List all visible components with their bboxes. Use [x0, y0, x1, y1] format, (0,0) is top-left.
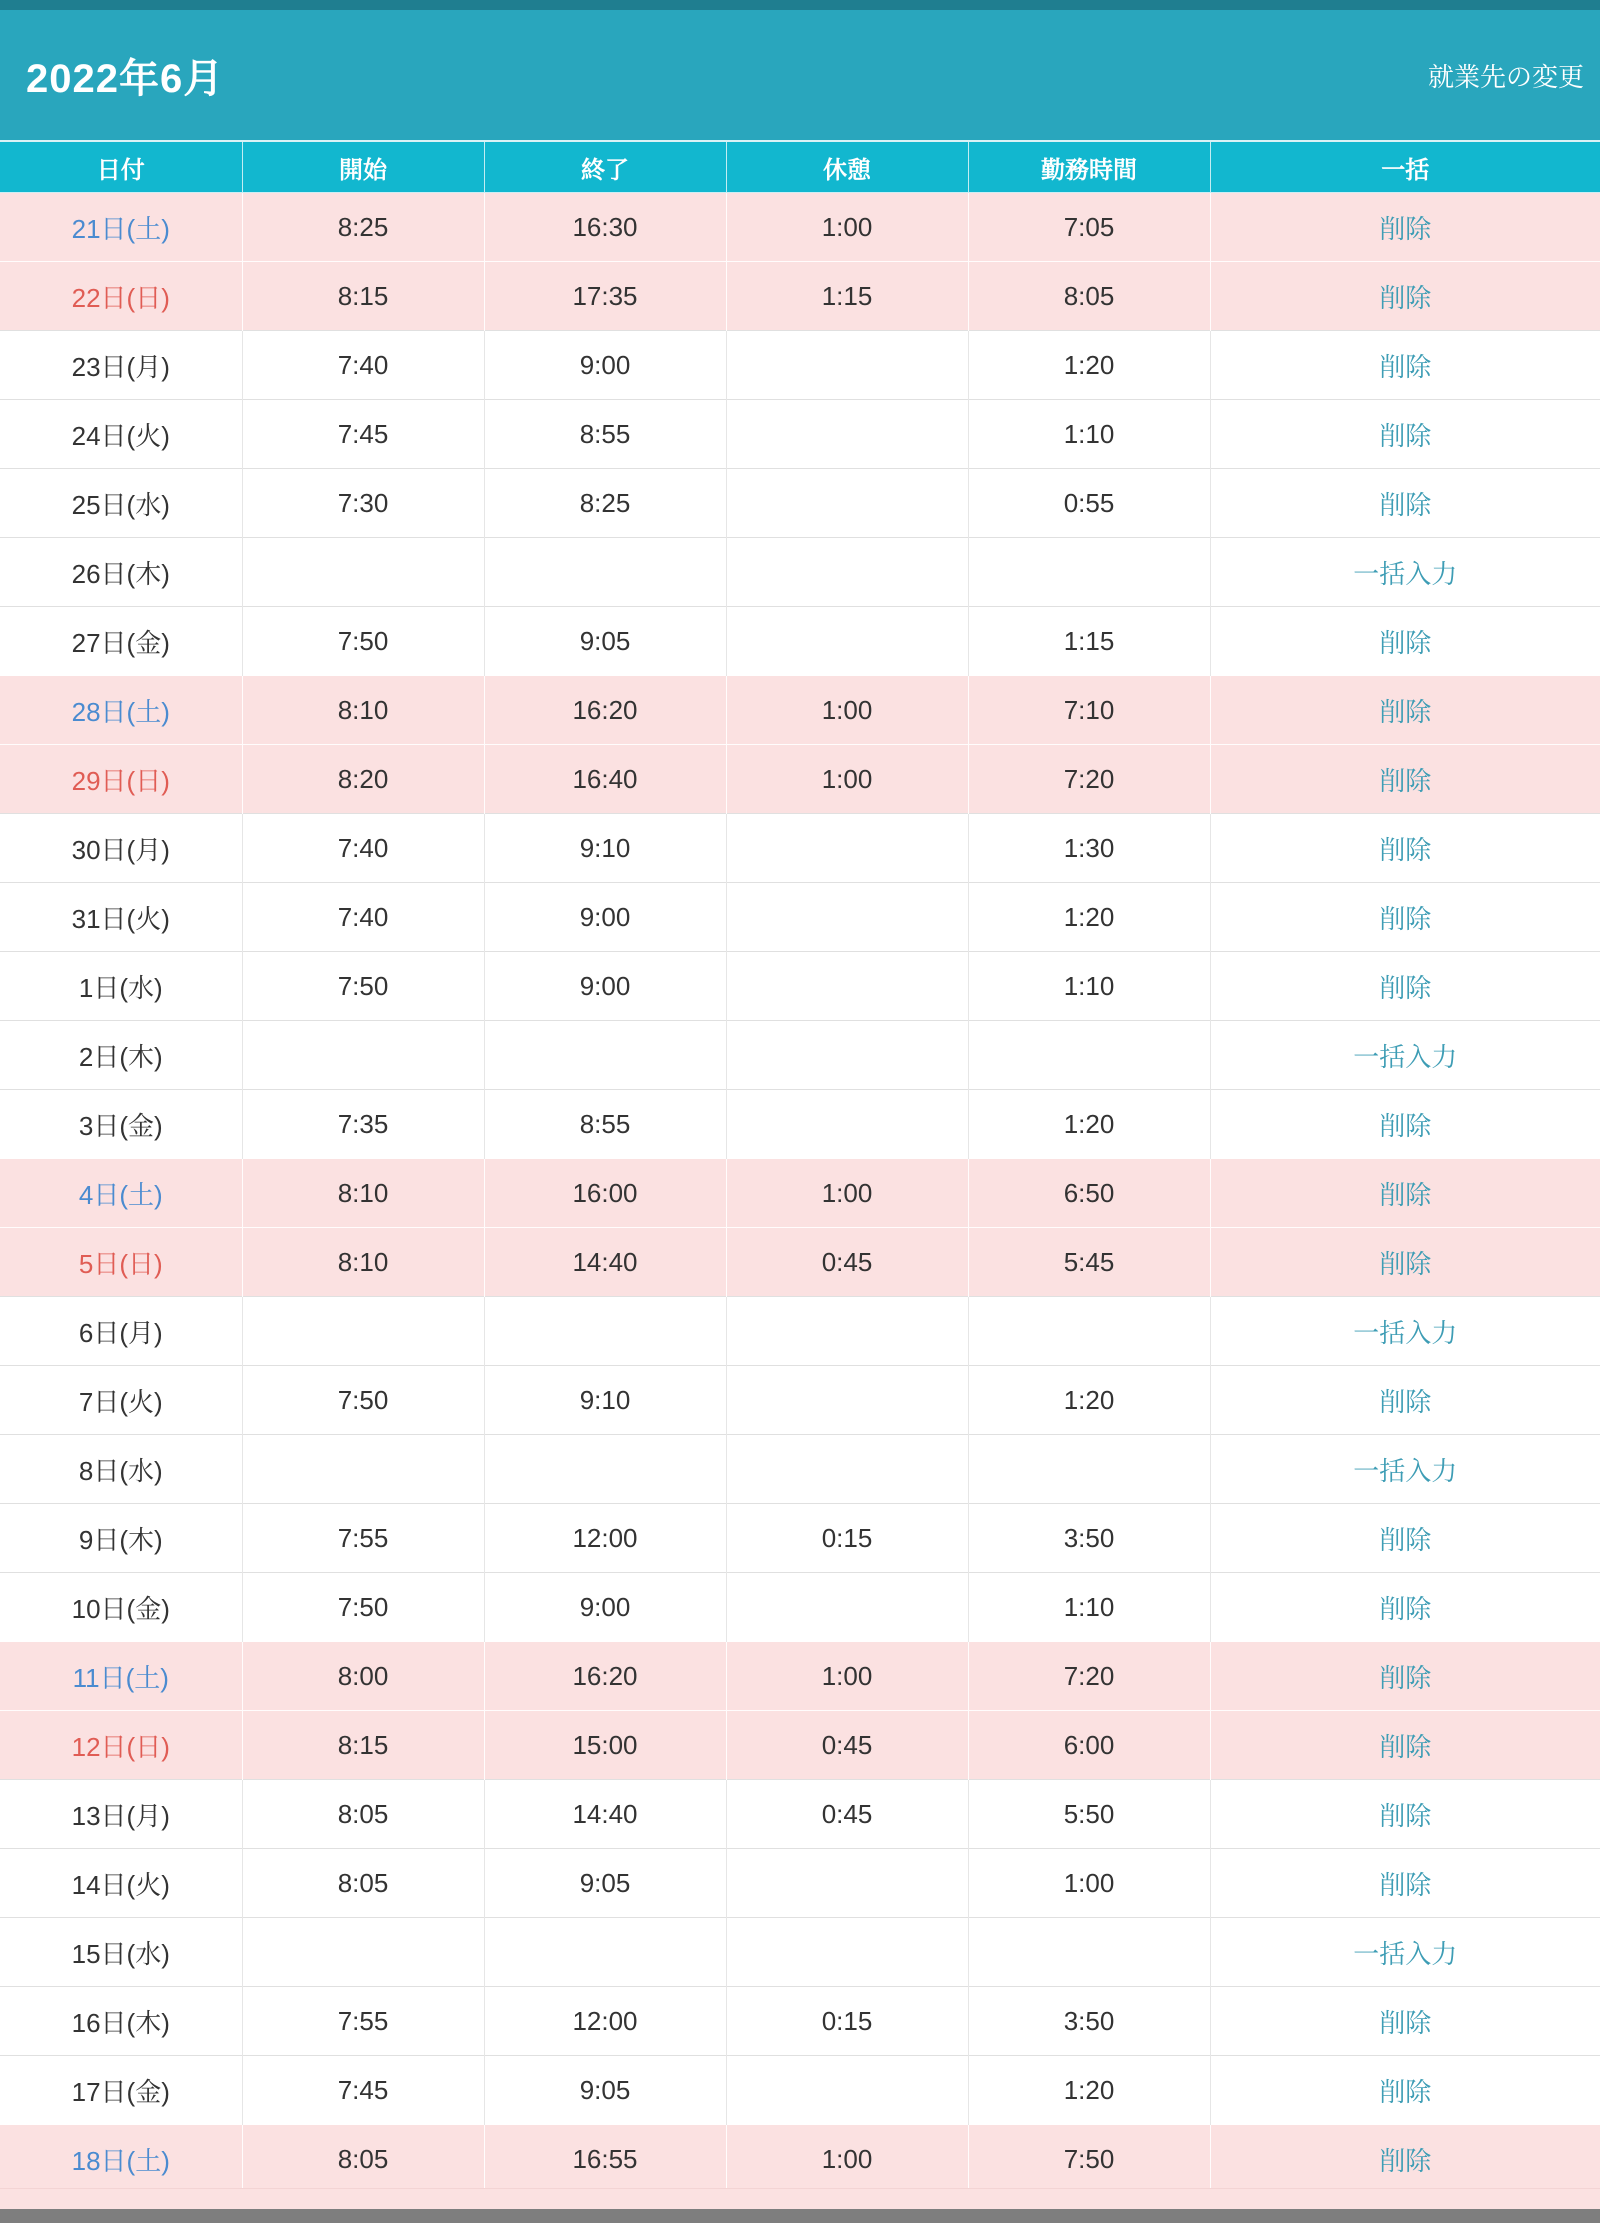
break-time-cell[interactable] — [726, 952, 968, 1021]
date-cell — [0, 1711, 242, 1780]
end-time-cell[interactable]: 14:40 — [484, 1228, 726, 1297]
start-time-cell[interactable]: 8:05 — [242, 1849, 484, 1918]
break-time-cell[interactable] — [726, 1366, 968, 1435]
bulk-input-link[interactable]: 一括入力 — [1353, 1041, 1458, 1072]
date-cell — [0, 814, 242, 883]
break-time-cell[interactable]: 0:45 — [726, 1711, 968, 1780]
start-time-cell[interactable]: 7:40 — [242, 331, 484, 400]
delete-link[interactable]: 削除 — [1379, 834, 1432, 865]
start-time-cell[interactable]: 7:40 — [242, 814, 484, 883]
date-cell — [0, 1297, 242, 1366]
date-cell — [0, 883, 242, 952]
date-cell — [0, 1780, 242, 1849]
start-time-cell[interactable]: 7:50 — [242, 1366, 484, 1435]
bulk-action-cell — [1210, 1780, 1600, 1849]
date-cell — [0, 2056, 242, 2125]
work-time-cell — [968, 538, 1210, 607]
date-label: 9日(木) — [78, 1524, 163, 1555]
date-label: 16日(木) — [71, 2007, 170, 2038]
table-row — [0, 1987, 1600, 2056]
bulk-action-cell — [1210, 1849, 1600, 1918]
date-label: 21日(土) — [71, 213, 170, 244]
bulk-action-cell — [1210, 262, 1600, 331]
date-cell — [0, 1504, 242, 1573]
delete-link[interactable]: 削除 — [1379, 351, 1432, 382]
table-row — [0, 676, 1600, 745]
table-row — [0, 883, 1600, 952]
break-time-cell[interactable]: 1:00 — [726, 1159, 968, 1228]
change-workplace-link[interactable]: 就業先の変更 — [1427, 61, 1584, 92]
date-label: 2日(木) — [78, 1041, 163, 1072]
table-row — [0, 1504, 1600, 1573]
date-cell — [0, 952, 242, 1021]
work-time-cell: 1:20 — [968, 883, 1210, 952]
delete-link[interactable]: 削除 — [1379, 1800, 1432, 1831]
date-label: 13日(月) — [71, 1800, 170, 1831]
date-label: 15日(水) — [71, 1938, 170, 1969]
end-time-cell[interactable]: 9:00 — [484, 331, 726, 400]
delete-link[interactable]: 削除 — [1379, 1869, 1432, 1900]
break-time-cell[interactable]: 0:15 — [726, 1504, 968, 1573]
table-row — [0, 814, 1600, 883]
date-cell — [0, 745, 242, 814]
bulk-action-cell — [1210, 400, 1600, 469]
table-row — [0, 1435, 1600, 1504]
work-time-cell — [968, 1918, 1210, 1987]
date-cell — [0, 1573, 242, 1642]
bulk-action-cell — [1210, 1642, 1600, 1711]
work-time-cell: 7:50 — [968, 2125, 1210, 2194]
bulk-action-cell — [1210, 1297, 1600, 1366]
start-time-cell[interactable]: 7:55 — [242, 1987, 484, 2056]
date-label: 22日(日) — [71, 282, 170, 313]
end-time-cell[interactable]: 8:55 — [484, 1090, 726, 1159]
work-time-cell: 5:50 — [968, 1780, 1210, 1849]
work-time-cell: 1:20 — [968, 1366, 1210, 1435]
end-time-cell[interactable] — [484, 1918, 726, 1987]
break-time-cell[interactable] — [726, 1918, 968, 1987]
break-time-cell[interactable]: 0:45 — [726, 1228, 968, 1297]
start-time-cell[interactable]: 8:05 — [242, 1780, 484, 1849]
date-label: 30日(月) — [71, 834, 170, 865]
end-time-cell[interactable] — [484, 538, 726, 607]
date-label: 1日(水) — [78, 972, 163, 1003]
delete-link[interactable]: 削除 — [1379, 1248, 1432, 1279]
bulk-action-cell — [1210, 814, 1600, 883]
break-time-cell[interactable] — [726, 1021, 968, 1090]
date-label: 10日(金) — [71, 1593, 170, 1624]
end-time-cell[interactable]: 8:25 — [484, 469, 726, 538]
work-time-cell: 3:50 — [968, 1987, 1210, 2056]
table-row — [0, 469, 1600, 538]
end-time-cell[interactable] — [484, 1435, 726, 1504]
app-header — [0, 10, 1600, 140]
start-time-cell[interactable] — [242, 538, 484, 607]
table-row — [0, 1228, 1600, 1297]
end-time-cell[interactable]: 16:20 — [484, 1642, 726, 1711]
date-cell — [0, 1918, 242, 1987]
work-time-cell: 8:05 — [968, 262, 1210, 331]
bulk-action-cell — [1210, 2125, 1600, 2194]
bulk-input-link[interactable]: 一括入力 — [1353, 1317, 1458, 1348]
start-time-cell[interactable]: 8:10 — [242, 1159, 484, 1228]
table-row — [0, 1021, 1600, 1090]
bulk-action-cell — [1210, 469, 1600, 538]
date-cell — [0, 1228, 242, 1297]
work-time-cell: 1:10 — [968, 400, 1210, 469]
bulk-action-cell — [1210, 607, 1600, 676]
break-time-cell[interactable] — [726, 1573, 968, 1642]
end-time-cell[interactable]: 9:05 — [484, 2056, 726, 2125]
date-cell — [0, 1090, 242, 1159]
date-label: 7日(火) — [78, 1386, 163, 1417]
bulk-input-link[interactable]: 一括入力 — [1353, 1455, 1458, 1486]
bulk-input-link[interactable]: 一括入力 — [1353, 558, 1458, 589]
start-time-cell[interactable]: 8:10 — [242, 676, 484, 745]
date-cell — [0, 262, 242, 331]
end-time-cell[interactable]: 9:10 — [484, 1366, 726, 1435]
table-row — [0, 1090, 1600, 1159]
start-time-cell[interactable]: 8:15 — [242, 262, 484, 331]
date-cell — [0, 1159, 242, 1228]
end-time-cell[interactable]: 12:00 — [484, 1504, 726, 1573]
bulk-input-link[interactable]: 一括入力 — [1353, 1938, 1458, 1969]
table-row — [0, 607, 1600, 676]
break-time-cell[interactable]: 0:15 — [726, 1987, 968, 2056]
end-time-cell[interactable]: 9:05 — [484, 607, 726, 676]
start-time-cell[interactable]: 7:55 — [242, 1504, 484, 1573]
column-header-worktime: 勤務時間 — [968, 141, 1210, 193]
table-row — [0, 1780, 1600, 1849]
end-time-cell[interactable]: 9:00 — [484, 883, 726, 952]
date-cell — [0, 331, 242, 400]
delete-link[interactable]: 削除 — [1379, 1386, 1432, 1417]
end-time-cell[interactable]: 16:00 — [484, 1159, 726, 1228]
date-cell — [0, 1987, 242, 2056]
status-bar-strip — [0, 0, 1600, 10]
start-time-cell[interactable]: 8:00 — [242, 1642, 484, 1711]
date-label: 31日(火) — [71, 903, 170, 934]
date-label: 26日(木) — [71, 558, 170, 589]
column-header-bulk: 一括 — [1210, 141, 1600, 193]
date-label: 28日(土) — [71, 696, 170, 727]
delete-link[interactable]: 削除 — [1379, 489, 1432, 520]
page-title: 2022年6月 — [26, 56, 225, 101]
bulk-action-cell — [1210, 1573, 1600, 1642]
bulk-action-cell — [1210, 883, 1600, 952]
end-time-cell[interactable]: 12:00 — [484, 1987, 726, 2056]
table-header-row — [0, 141, 1600, 193]
table-row — [0, 2056, 1600, 2125]
work-time-cell: 1:00 — [968, 1849, 1210, 1918]
timesheet-table — [0, 140, 1600, 2194]
table-row — [0, 1297, 1600, 1366]
break-time-cell[interactable] — [726, 1090, 968, 1159]
delete-link[interactable]: 削除 — [1379, 2007, 1432, 2038]
work-time-cell: 6:50 — [968, 1159, 1210, 1228]
table-row — [0, 1849, 1600, 1918]
bulk-action-cell — [1210, 745, 1600, 814]
end-time-cell[interactable] — [484, 1297, 726, 1366]
break-time-cell[interactable] — [726, 1849, 968, 1918]
break-time-cell[interactable] — [726, 469, 968, 538]
break-time-cell[interactable]: 1:00 — [726, 745, 968, 814]
work-time-cell: 1:15 — [968, 607, 1210, 676]
break-time-cell[interactable]: 1:15 — [726, 262, 968, 331]
start-time-cell[interactable]: 7:30 — [242, 469, 484, 538]
end-time-cell[interactable]: 14:40 — [484, 1780, 726, 1849]
table-row — [0, 1642, 1600, 1711]
table-row — [0, 262, 1600, 331]
date-label: 17日(金) — [71, 2076, 170, 2107]
end-time-cell[interactable]: 8:55 — [484, 400, 726, 469]
date-label: 3日(金) — [78, 1110, 163, 1141]
end-time-cell[interactable]: 16:55 — [484, 2125, 726, 2194]
date-cell — [0, 1642, 242, 1711]
table-row — [0, 400, 1600, 469]
work-time-cell: 0:55 — [968, 469, 1210, 538]
start-time-cell[interactable] — [242, 1021, 484, 1090]
end-time-cell[interactable]: 9:10 — [484, 814, 726, 883]
break-time-cell[interactable]: 1:00 — [726, 2125, 968, 2194]
table-row — [0, 1573, 1600, 1642]
date-cell — [0, 607, 242, 676]
date-cell — [0, 2125, 242, 2194]
date-label: 12日(日) — [71, 1731, 170, 1762]
start-time-cell[interactable]: 8:05 — [242, 2125, 484, 2194]
work-time-cell: 1:20 — [968, 331, 1210, 400]
start-time-cell[interactable]: 7:40 — [242, 883, 484, 952]
delete-link[interactable]: 削除 — [1379, 213, 1432, 244]
start-time-cell[interactable] — [242, 1435, 484, 1504]
work-time-cell: 6:00 — [968, 1711, 1210, 1780]
start-time-cell[interactable]: 7:50 — [242, 607, 484, 676]
delete-link[interactable]: 削除 — [1379, 627, 1432, 658]
start-time-cell[interactable]: 8:25 — [242, 193, 484, 262]
break-time-cell[interactable] — [726, 1297, 968, 1366]
end-time-cell[interactable]: 16:30 — [484, 193, 726, 262]
bulk-action-cell — [1210, 676, 1600, 745]
bulk-action-cell — [1210, 1090, 1600, 1159]
table-row — [0, 1366, 1600, 1435]
bulk-action-cell — [1210, 1711, 1600, 1780]
bulk-action-cell — [1210, 1504, 1600, 1573]
break-time-cell[interactable]: 1:00 — [726, 676, 968, 745]
delete-link[interactable]: 削除 — [1379, 1662, 1432, 1693]
date-cell — [0, 1435, 242, 1504]
delete-link[interactable]: 削除 — [1379, 1524, 1432, 1555]
column-header-end: 終了 — [484, 141, 726, 193]
work-time-cell: 7:20 — [968, 1642, 1210, 1711]
date-label: 4日(土) — [78, 1179, 163, 1210]
end-time-cell[interactable]: 15:00 — [484, 1711, 726, 1780]
date-cell — [0, 469, 242, 538]
break-time-cell[interactable] — [726, 814, 968, 883]
bulk-action-cell — [1210, 1918, 1600, 1987]
date-label: 5日(日) — [78, 1248, 163, 1279]
break-time-cell[interactable] — [726, 883, 968, 952]
delete-link[interactable]: 削除 — [1379, 1593, 1432, 1624]
delete-link[interactable]: 削除 — [1379, 2076, 1432, 2107]
delete-link[interactable]: 削除 — [1379, 1731, 1432, 1762]
date-label: 11日(土) — [72, 1662, 169, 1693]
work-time-cell: 7:20 — [968, 745, 1210, 814]
end-time-cell[interactable]: 9:05 — [484, 1849, 726, 1918]
table-row — [0, 1711, 1600, 1780]
work-time-cell — [968, 1021, 1210, 1090]
bulk-action-cell — [1210, 1366, 1600, 1435]
work-time-cell: 1:10 — [968, 952, 1210, 1021]
delete-link[interactable]: 削除 — [1379, 282, 1432, 313]
bulk-action-cell — [1210, 1021, 1600, 1090]
table-row — [0, 1159, 1600, 1228]
work-time-cell: 7:10 — [968, 676, 1210, 745]
table-row — [0, 193, 1600, 262]
work-time-cell — [968, 1435, 1210, 1504]
delete-link[interactable]: 削除 — [1379, 765, 1432, 796]
work-time-cell: 1:10 — [968, 1573, 1210, 1642]
table-row — [0, 538, 1600, 607]
end-time-cell[interactable] — [484, 1021, 726, 1090]
start-time-cell[interactable]: 8:15 — [242, 1711, 484, 1780]
date-label: 23日(月) — [71, 351, 170, 382]
break-time-cell[interactable]: 1:00 — [726, 1642, 968, 1711]
work-time-cell: 1:20 — [968, 2056, 1210, 2125]
bulk-action-cell — [1210, 2056, 1600, 2125]
break-time-cell[interactable]: 0:45 — [726, 1780, 968, 1849]
start-time-cell[interactable]: 7:50 — [242, 1573, 484, 1642]
work-time-cell — [968, 1297, 1210, 1366]
start-time-cell[interactable]: 8:20 — [242, 745, 484, 814]
date-label: 24日(火) — [71, 420, 170, 451]
date-label: 8日(水) — [78, 1455, 163, 1486]
table-row — [0, 952, 1600, 1021]
date-label: 27日(金) — [71, 627, 170, 658]
date-label: 29日(日) — [71, 765, 170, 796]
date-label: 25日(水) — [71, 489, 170, 520]
table-row — [0, 2125, 1600, 2194]
break-time-cell[interactable] — [726, 2056, 968, 2125]
table-row — [0, 745, 1600, 814]
start-time-cell[interactable] — [242, 1297, 484, 1366]
delete-link[interactable]: 削除 — [1379, 420, 1432, 451]
break-time-cell[interactable]: 1:00 — [726, 193, 968, 262]
work-time-cell: 7:05 — [968, 193, 1210, 262]
bulk-action-cell — [1210, 1435, 1600, 1504]
date-cell — [0, 1021, 242, 1090]
bulk-action-cell — [1210, 193, 1600, 262]
delete-link[interactable]: 削除 — [1379, 2145, 1432, 2176]
work-time-cell: 5:45 — [968, 1228, 1210, 1297]
start-time-cell[interactable]: 7:45 — [242, 400, 484, 469]
break-time-cell[interactable] — [726, 400, 968, 469]
end-time-cell[interactable]: 9:00 — [484, 952, 726, 1021]
end-time-cell[interactable]: 9:00 — [484, 1573, 726, 1642]
date-cell — [0, 193, 242, 262]
date-label: 14日(火) — [71, 1869, 170, 1900]
bulk-action-cell — [1210, 1228, 1600, 1297]
delete-link[interactable]: 削除 — [1379, 903, 1432, 934]
column-header-date: 日付 — [0, 141, 242, 193]
work-time-cell: 3:50 — [968, 1504, 1210, 1573]
bottom-scrollbar[interactable] — [0, 2209, 1600, 2223]
delete-link[interactable]: 削除 — [1379, 972, 1432, 1003]
column-header-break: 休憩 — [726, 141, 968, 193]
date-cell — [0, 676, 242, 745]
date-cell — [0, 1366, 242, 1435]
bulk-action-cell — [1210, 1987, 1600, 2056]
bulk-action-cell — [1210, 331, 1600, 400]
date-label: 6日(月) — [78, 1317, 163, 1348]
date-cell — [0, 1849, 242, 1918]
end-time-cell[interactable]: 17:35 — [484, 262, 726, 331]
start-time-cell[interactable]: 7:45 — [242, 2056, 484, 2125]
bulk-action-cell — [1210, 952, 1600, 1021]
date-label: 18日(土) — [71, 2145, 170, 2176]
work-time-cell: 1:20 — [968, 1090, 1210, 1159]
break-time-cell[interactable] — [726, 331, 968, 400]
end-time-cell[interactable]: 16:20 — [484, 676, 726, 745]
break-time-cell[interactable] — [726, 1435, 968, 1504]
next-row-sliver — [0, 2188, 1600, 2209]
end-time-cell[interactable]: 16:40 — [484, 745, 726, 814]
bulk-action-cell — [1210, 1159, 1600, 1228]
table-row — [0, 1918, 1600, 1987]
table-row — [0, 331, 1600, 400]
delete-link[interactable]: 削除 — [1379, 1179, 1432, 1210]
date-cell — [0, 400, 242, 469]
delete-link[interactable]: 削除 — [1379, 1110, 1432, 1141]
start-time-cell[interactable]: 8:10 — [242, 1228, 484, 1297]
delete-link[interactable]: 削除 — [1379, 696, 1432, 727]
start-time-cell[interactable]: 7:35 — [242, 1090, 484, 1159]
break-time-cell[interactable] — [726, 607, 968, 676]
column-header-start: 開始 — [242, 141, 484, 193]
start-time-cell[interactable]: 7:50 — [242, 952, 484, 1021]
start-time-cell[interactable] — [242, 1918, 484, 1987]
date-cell — [0, 538, 242, 607]
bulk-action-cell — [1210, 538, 1600, 607]
work-time-cell: 1:30 — [968, 814, 1210, 883]
break-time-cell[interactable] — [726, 538, 968, 607]
